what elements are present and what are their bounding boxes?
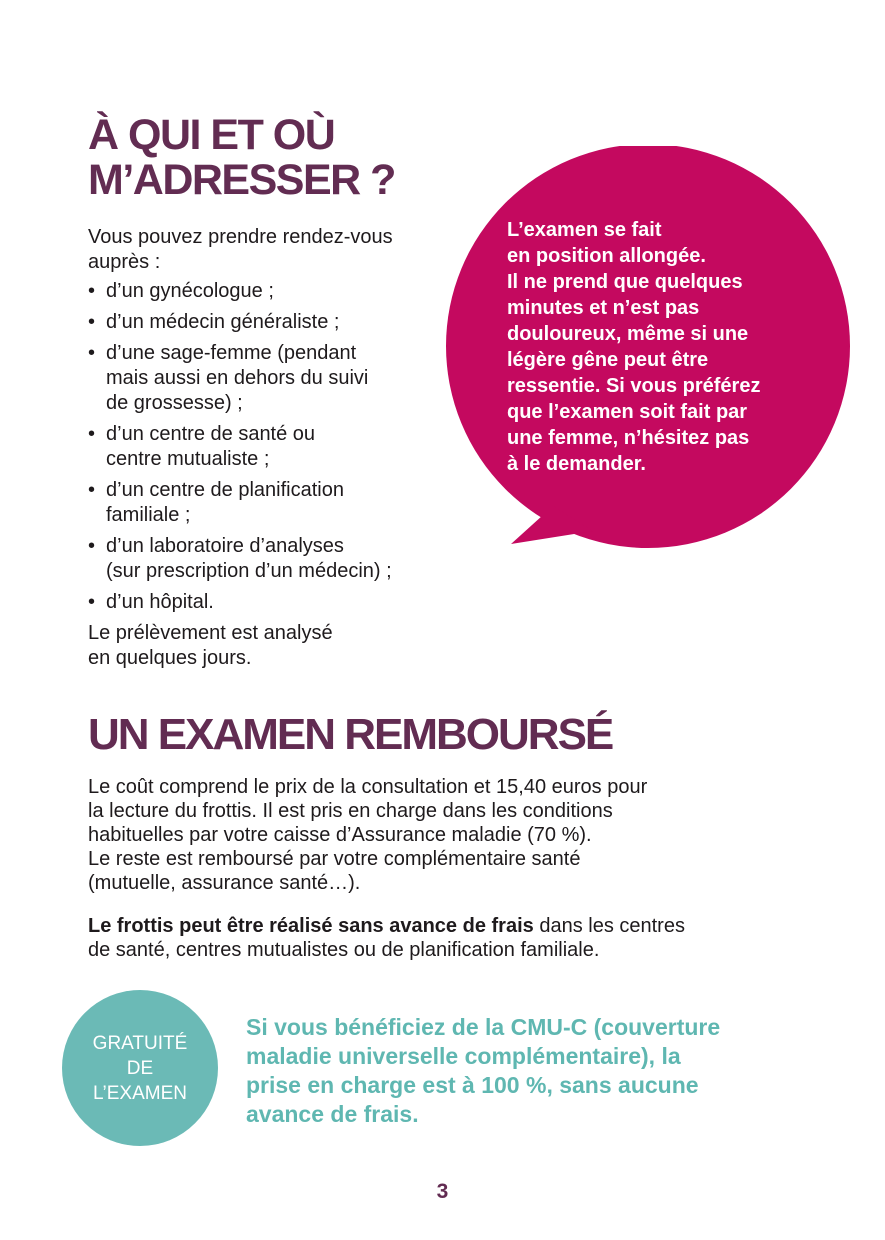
free-exam-badge [62, 990, 218, 1146]
provider-list [88, 279, 448, 615]
list-item: • d’un gynécologue ; [88, 279, 448, 304]
badge-line-2: DE [126, 1057, 154, 1079]
title-line-1: À QUI ET OÙ [88, 111, 335, 159]
badge-line-3: L’EXAMEN [93, 1082, 187, 1104]
list-item: • d’un hôpital. [88, 590, 448, 615]
analysis-note: Le prélèvement est analysé en quelques jours. [88, 622, 333, 669]
list-item: • d’un centre de planification familiale ; [88, 478, 448, 528]
speech-bubble [443, 146, 853, 550]
list-item: • d’une sage-femme (pendant mais aussi en dehors du suivi de grossesse) ; [88, 341, 448, 416]
title-line-2: M’ADRESSER ? [88, 156, 395, 204]
section-title-refund: UN EXAMEN REMBOURSÉ [88, 710, 613, 759]
badge-line-1: GRATUITÉ [92, 1032, 188, 1054]
cost-paragraph: Le coût comprend le prix de la consultation et 15,40 euros pour la lecture du frottis. Il est pris en charge dans les conditions habituelles par votre caisse d’Assurance maladie (70 %). Le reste est remboursé par votre complémentaire santé (mutuelle, assurance santé…). [88, 776, 648, 894]
section-title-where [88, 113, 395, 203]
no-advance-paragraph [88, 914, 788, 962]
list-item: • d’un laboratoire d’analyses (sur prescription d’un médecin) ; [88, 534, 448, 584]
intro-block [88, 225, 448, 671]
page-number: 3 [436, 1180, 449, 1203]
list-item: • d’un centre de santé ou centre mutualiste ; [88, 422, 448, 472]
list-item: • d’un médecin généraliste ; [88, 310, 448, 335]
speech-bubble-text: L’examen se fait en position allongée. Il ne prend que quelques minutes et n’est pas douloureux, même si une légère gêne peut être ressentie. Si vous préférez que l’examen soit fait par une femme, n’hésitez pas à le demander. [507, 219, 761, 475]
no-advance-rest: dans les centres de santé, centres mutualistes ou de planification familiale. [88, 915, 685, 961]
cmu-text: Si vous bénéficiez de la CMU-C (couverture maladie universelle complémentaire), la prise en charge est à 100 %, sans aucune avance de frais. [246, 1014, 721, 1127]
intro-text: Vous pouvez prendre rendez-vous auprès : [88, 226, 393, 273]
no-advance-bold: Le frottis peut être réalisé sans avance de frais [88, 915, 534, 937]
